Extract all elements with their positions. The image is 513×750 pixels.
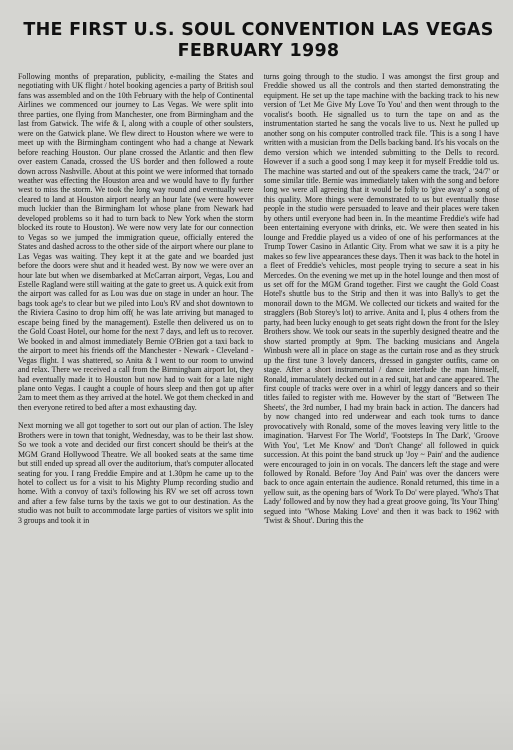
left-paragraph-2: Next morning we all got together to sort out our plan of action. The Isley Brothers were in town that tonight, Wednesday, was to be their last show. So we took a vote and decided our first concert should be their's at the MGM Grand Hollywood Theatre. We all booked seats at the same time but still ended up spread all over the auditorium, that's computer allocated seating for you. I rang Freddie Empire and at 1.30pm he came up to the hotel to collect us for a visit to his Mighty Plump recording studio and home. With a convoy of taxi's following his RV we set off across town and after a few false turns by the taxis we got to our destination. As the studio was not built to accommodate large parties of visitors we split into 3 groups and took it in (18, 421, 254, 525)
article-title-line-2: FEBRUARY 1998 (177, 41, 340, 61)
article-columns (18, 72, 499, 747)
right-column (264, 72, 500, 747)
left-paragraph-1: Following months of preparation, publicity, e-mailing the States and negotiating with UK flight / hotel booking agencies a party of British soul fans was assembled and on the 10th February with the help of Continental Airlines we commenced our journey to Las Vegas. We were split into three parties, one flying from Manchester, one from Birmingham and the last from Gatwick. The wife & I, along with a couple of other soulsters, were on the Gatwick plane. We flew direct to Houston where we were to meet up with the Birmingham contingent who had a change at Newark before reaching Houston. Our plane crossed the Atlantic and then flew over eastern Canada, crossed the US border and then followed a route down across Nashville. About at this point we were informed that tornado weather was effecting the Houston area and we would have to fly further west to miss the storm. We took the long way round and eventually were cleared to land at Houston airport nearly an hour late (we were however much luckier than the Birmingham lot whose plane from Newark had developed problems so it had to turn back to New York when the storm blocked its route to Houston). We were now very late for our connection to Vegas so we jumped the immigration queue, officially entered the States and dashed across to the other side of the airport where our plane to Las Vegas was waiting. They kept it at the gate and we boarded just before the doors were shut and it headed west. By now we were over an hour late but when we disembarked at McCarran airport, Vegas, Lou and Estelle Ragland were still waiting at the gate to greet us. A quick exit from the airport was called for as Lou was due on stage in under an hour. The bags took age's to clear but we piled into Lou's RV and shot downtown to the Riviera Casino to drop him off( he was late arriving but managed to escape being fined by the management). Estelle then delivered us on to the Gold Coast Hotel, our home for the next 7 days, and left us to recover. We booked in and almost immediately Bernie O'Brien got a taxi back to the airport to meet his friends off the Manchester - Newark - Cleveland - Vegas flight. I was shattered, so Anita & I went to our room to unwind and relax. There we received a call from the Birmingham airport lot, they had eventually made it to Houston but now had to wait for a late night plane onto Vegas. I caught a couple of hours sleep and then got up after 2am to meet them as they arrived at the hotel. We got them checked in and then everyone retired to bed after a most exhausting day. (18, 72, 254, 412)
paragraph-gap (18, 412, 254, 421)
right-paragraph-1: turns going through to the studio. I was amongst the first group and Freddie showed us all the controls and then started demonstrating the equipment. He set up the tape machine with the backing track to his new version of 'Let Me Give My Love To You' and then went through to the vocalist's booth. He signalled us to turn the tape on and as the instrumentation started he sang the vocals live to us. Next he pulled up another song on his computer controlled track file. 'This is a song I have written with a musician from the Dells backing band. It's his vocals on the demo version which we intended submitting to the Dells to record. However if a such a good song I may keep it for myself Freddie told us. The machine was started and out of the speakers came the track, '24/7' or some similar title. Bernie was immediately taken with the song and before long we were all agreeing that it would be folly to 'give away' a song of this quality. More things were demonstrated to us but eventually those people in the studio were persuaded to leave and their places were taken by others until everyone had been in. In the meantime Freddie's wife had been entertaining everyone with drinks, etc. We were then seated in his lounge and Freddie played us a video of one of his performances at the Trump Tower Casino in Atlantic City. From what we saw it is a pity he makes so few live appearances these days. Then it was back to the hotel in a fleet of Freddie's vehicles, most people trying to secure a seat in his Mercedes. On the evening we met up in the hotel lounge and then most of us set off for the MGM Grand together. First we caught the Gold Coast Hotel's shuttle bus to the Strip and then it was into Bally's to get the monorail down to the MGM. We collected our tickets and waited for the stragglers (Bob Storey's lot) to arrive. Anita and I, plus 4 others from the party, had been lucky enough to get seats right down the front for the Isley Brothers show. We took our seats in the superbly designed theatre and the show started promptly at 9pm. The backing musicians and Angela Winbush were all in place on stage as the curtain rose and as they struck up the first tune 3 lovely dancers, dressed in gangster outfits, came on stage. After a short instrumental / dance interlude the man himself, Ronald, immaculately decked out in a red suit, hat and cane appeared. The first couple of tracks were over in a whirl of leggy dancers and so their titles failed to register with me. However by the start of "Between The Sheets', the 3rd number, I had my brain back in action. The dancers had by now changed into red underwear and each took turns to dance provocatively with Ronald, some of the moves leaving very little to the imagination. 'Harvest For The World', 'Footsteps In The Dark', 'Groove With You', 'Let Me Know' and 'Don't Change' all followed in quick succession. At this point the band struck up 'Joy ~ Pain' and the audience were encouraged to join in on vocals. The dancers left the stage and were followed by Ronald. Before 'Joy And Pain' was over the dancers were back to once again entertain the audience. Ronald returned, this time in a yellow suit, as the opening bars of 'Work To Do' were played. 'Who's That Lady' followed and by now they had a great groove going, 'Its Your Thing' segued into "Whose Making Love' and then it was back to 1962 with 'Twist & Shout'. During this the (263, 72, 499, 526)
article-title (18, 20, 499, 62)
left-column (18, 72, 254, 747)
article-title-line-1: THE FIRST U.S. SOUL CONVENTION LAS VEGAS (23, 20, 494, 40)
